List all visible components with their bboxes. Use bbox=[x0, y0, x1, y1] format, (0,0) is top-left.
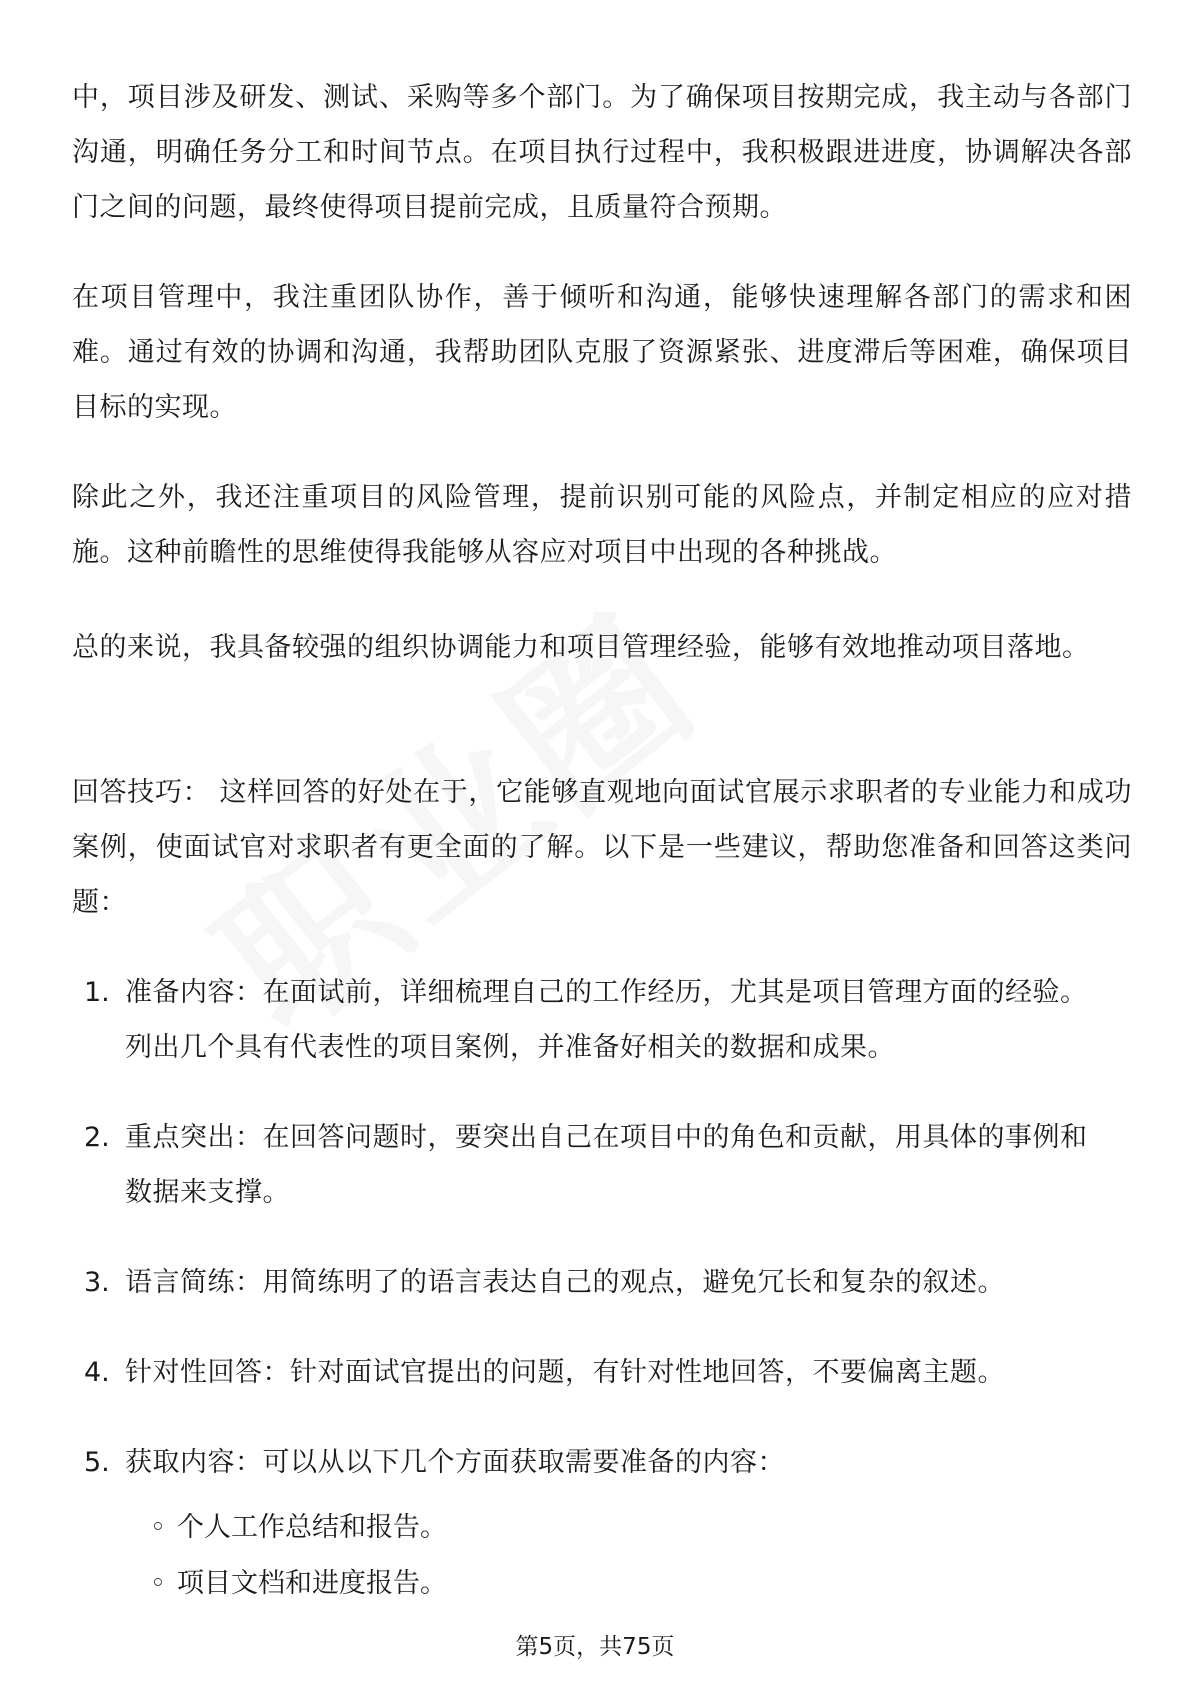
list-item-number: 1. bbox=[84, 977, 110, 1008]
hollow-bullet-icon: ◦ bbox=[150, 1512, 166, 1543]
sub-list-item-text: 项目文档和进度报告。 bbox=[177, 1568, 447, 1599]
paragraph-3: 除此之外，我还注重项目的风险管理，提前识别可能的风险点，并制定相应的应对措施。这种前瞻性的思维使得我能够从容应对项目中出现的各种挑战。 bbox=[72, 482, 1132, 568]
sub-list-item-text: 个人工作总结和报告。 bbox=[177, 1512, 447, 1543]
list-item-text: 重点突出：在回答问题时，要突出自己在项目中的角色和贡献，用具体的事例和数据来支撑。 bbox=[125, 1122, 1088, 1208]
list-item-number: 5. bbox=[84, 1447, 110, 1478]
paragraph-2: 在项目管理中，我注重团队协作，善于倾听和沟通，能够快速理解各部门的需求和困难。通过有效的协调和沟通，我帮助团队克服了资源紧张、进度滞后等困难，确保项目目标的实现。 bbox=[72, 282, 1132, 423]
list-item-text: 语言简练：用简练明了的语言表达自己的观点，避免冗长和复杂的叙述。 bbox=[125, 1267, 1005, 1298]
page-footer: 第5页，共75页 bbox=[515, 1634, 675, 1660]
list-item-number: 4. bbox=[84, 1357, 110, 1388]
list-item-text: 准备内容：在面试前，详细梳理自己的工作经历，尤其是项目管理方面的经验。列出几个具有代表性的项目案例，并准备好相关的数据和成果。 bbox=[125, 977, 1088, 1063]
hollow-bullet-icon: ◦ bbox=[150, 1568, 166, 1599]
paragraph-1: 中，项目涉及研发、测试、采购等多个部门。为了确保项目按期完成，我主动与各部门沟通，明确任务分工和时间节点。在项目执行过程中，我积极跟进进度，协调解决各部门之间的问题，最终使得项目提前完成，且质量符合预期。 bbox=[72, 82, 1132, 223]
paragraph-answer-tips: 回答技巧： 这样回答的好处在于，它能够直观地向面试官展示求职者的专业能力和成功案例，使面试官对求职者有更全面的了解。以下是一些建议，帮助您准备和回答这类问题： bbox=[72, 777, 1132, 918]
list-item-text: 针对性回答：针对面试官提出的问题，有针对性地回答，不要偏离主题。 bbox=[125, 1357, 1005, 1388]
list-item-text: 获取内容：可以从以下几个方面获取需要准备的内容： bbox=[125, 1447, 785, 1478]
list-item-number: 2. bbox=[84, 1122, 110, 1153]
paragraph-4: 总的来说，我具备较强的组织协调能力和项目管理经验，能够有效地推动项目落地。 bbox=[72, 632, 1090, 663]
list-item-number: 3. bbox=[84, 1267, 110, 1298]
